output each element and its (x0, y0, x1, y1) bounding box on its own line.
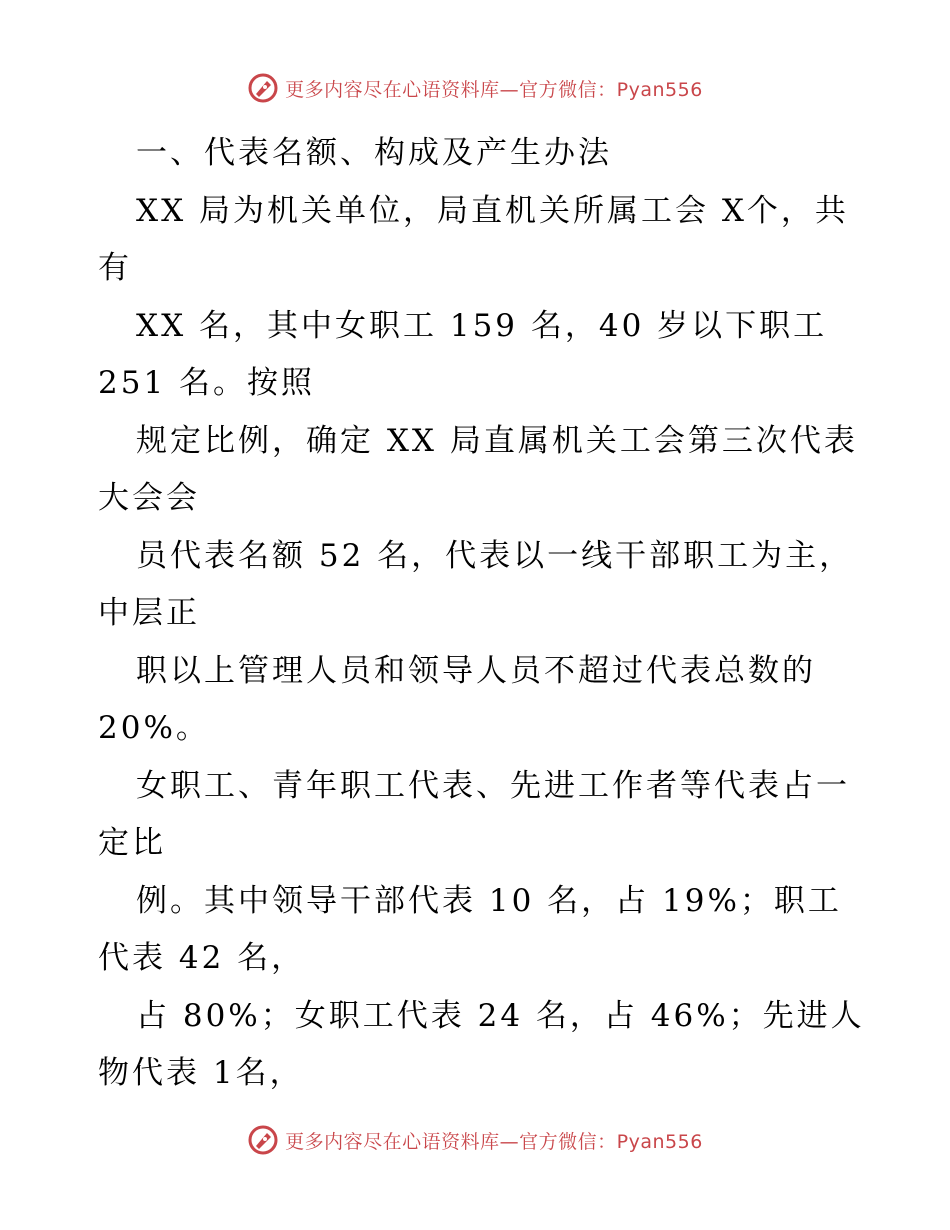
document-body (98, 125, 865, 1103)
paragraph-line: 女职工、青年职工代表、先进工作者等代表占一 (136, 767, 850, 804)
paragraph-line: 有 (98, 250, 132, 286)
section-heading: 一、代表名额、构成及产生办法 (136, 135, 612, 171)
pen-nib-logo-icon (247, 72, 279, 104)
paragraph-line: 20%。 (98, 710, 210, 746)
paragraph-line: 规定比例，确定 XX 局直属机关工会第三次代表 (136, 422, 858, 459)
paragraph-line: 大会会 (98, 480, 200, 516)
paragraph-line: XX 局为机关单位，局直机关所属工会 X个，共 (136, 192, 849, 229)
footer-watermark (0, 1124, 950, 1156)
watermark-text: 更多内容尽在心语资料库—官方微信：Pyan556 (285, 78, 703, 101)
paragraph-line: 占 80%；女职工代表 24 名，占 46%；先进人 (136, 997, 865, 1034)
watermark-text: 更多内容尽在心语资料库—官方微信：Pyan556 (285, 1130, 703, 1153)
pen-nib-logo-icon (247, 1124, 279, 1156)
paragraph-line: 例。其中领导干部代表 10 名，占 19%；职工 (136, 882, 842, 919)
paragraph-line: 员代表名额 52 名，代表以一线干部职工为主， (136, 537, 854, 574)
paragraph-line: 物代表 1名， (98, 1055, 304, 1091)
header-watermark (0, 72, 950, 104)
paragraph-line: 代表 42 名， (98, 940, 306, 976)
paragraph-line: XX 名，其中女职工 159 名，40 岁以下职工 (136, 307, 828, 344)
paragraph-line: 251 名。按照 (98, 365, 316, 401)
paragraph-line: 定比 (98, 825, 166, 861)
paragraph-line: 职以上管理人员和领导人员不超过代表总数的 (136, 652, 816, 689)
paragraph-line: 中层正 (98, 595, 200, 631)
